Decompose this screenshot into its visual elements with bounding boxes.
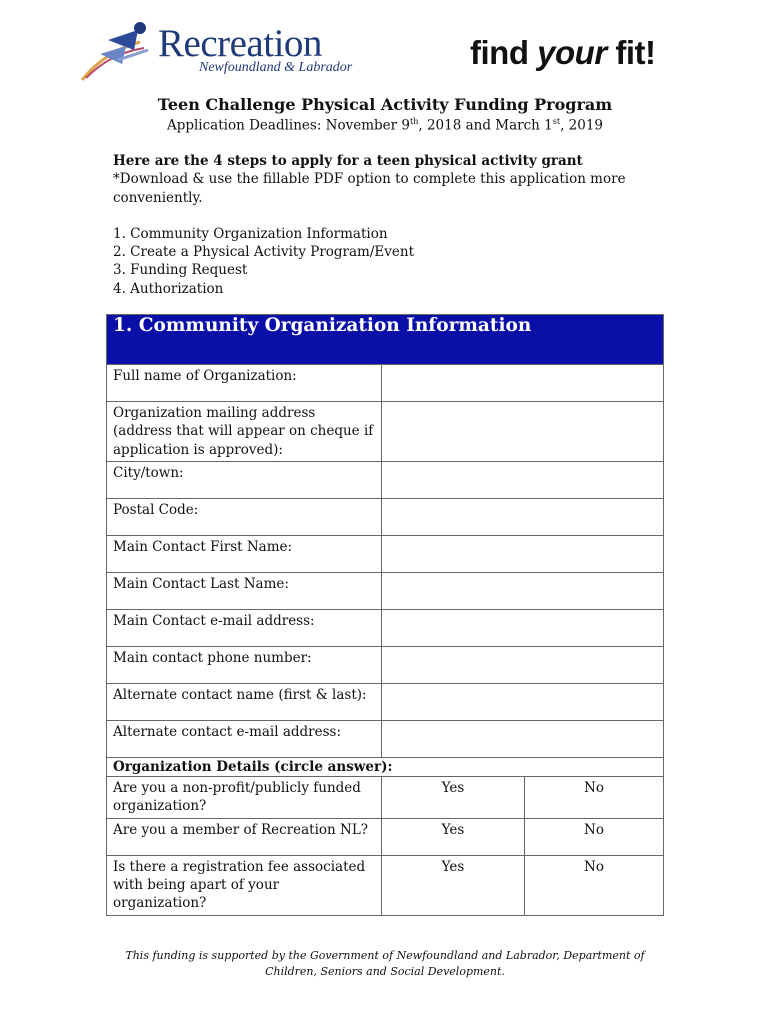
field-label: Postal Code: [107,498,382,535]
field-label: Organization mailing address (address that will appear on cheque if application is approved): [107,402,382,462]
organization-name-field[interactable] [382,365,664,402]
question-label: Is there a registration fee associated with being apart of your organization? [107,855,382,915]
tagline-fit: fit! [606,34,656,71]
deadline-suffix: , 2019 [560,117,604,134]
details-heading-row [107,757,664,776]
deadline-middle: , 2018 and March 1 [418,117,553,134]
contact-phone-field[interactable] [382,646,664,683]
footer-note: This funding is supported by the Government of Newfoundland and Labrador, Department of Children, Seniors and Social Development. [125,949,645,978]
form-row [107,572,664,609]
form-row [107,535,664,572]
form-row [107,720,664,757]
field-label: Main Contact e-mail address: [107,609,382,646]
step-item: 2. Create a Physical Activity Program/Event [113,244,414,261]
contact-first-name-field[interactable] [382,535,664,572]
deadline-prefix: Application Deadlines: November 9 [166,117,410,134]
field-label: City/town: [107,461,382,498]
logo-name: Recreation [158,22,322,65]
form-row [107,646,664,683]
question-row [107,777,664,819]
steps-note: *Download & use the fillable PDF option to complete this application more conveniently. [113,171,626,206]
deadline-sup-1: th [410,117,419,126]
section-header-row [107,315,664,365]
question-label: Are you a member of Recreation NL? [107,818,382,855]
answer-yes[interactable]: Yes [382,777,525,819]
city-town-field[interactable] [382,461,664,498]
field-label: Main contact phone number: [107,646,382,683]
header [0,0,770,95]
deadline-line [0,117,770,134]
alternate-contact-name-field[interactable] [382,683,664,720]
contact-last-name-field[interactable] [382,572,664,609]
field-label: Full name of Organization: [107,365,382,402]
form-row [107,461,664,498]
field-label: Main Contact First Name: [107,535,382,572]
tagline-find: find [470,34,538,71]
question-row [107,855,664,915]
postal-code-field[interactable] [382,498,664,535]
answer-yes[interactable]: Yes [382,818,525,855]
deadline-sup-2: st [552,117,561,126]
recreation-logo-icon [78,20,160,84]
logo-subtitle: Newfoundland & Labrador [199,60,353,75]
question-row [107,818,664,855]
field-label: Main Contact Last Name: [107,572,382,609]
contact-email-field[interactable] [382,609,664,646]
page-title: Teen Challenge Physical Activity Funding Program [157,95,613,114]
section-title: 1. Community Organization Information [107,315,664,365]
answer-no[interactable]: No [525,818,664,855]
question-label: Are you a non-profit/publicly funded organization? [107,777,382,819]
step-item: 4. Authorization [113,280,224,297]
tagline-your: your [537,34,607,71]
form-row [107,365,664,402]
details-heading: Organization Details (circle answer): [107,757,664,776]
step-item: 3. Funding Request [113,262,248,279]
answer-no[interactable]: No [525,855,664,915]
tagline [470,34,655,72]
organization-form-table [106,314,664,916]
field-label: Alternate contact e-mail address: [107,720,382,757]
field-label: Alternate contact name (first & last): [107,683,382,720]
form-row [107,683,664,720]
alternate-contact-email-field[interactable] [382,720,664,757]
step-item: 1. Community Organization Information [113,225,388,242]
answer-yes[interactable]: Yes [382,855,525,915]
steps-heading: Here are the 4 steps to apply for a teen physical activity grant [113,153,583,169]
mailing-address-field[interactable] [382,402,664,462]
form-row [107,498,664,535]
form-row [107,402,664,462]
answer-no[interactable]: No [525,777,664,819]
form-row [107,609,664,646]
steps-block [113,152,673,298]
